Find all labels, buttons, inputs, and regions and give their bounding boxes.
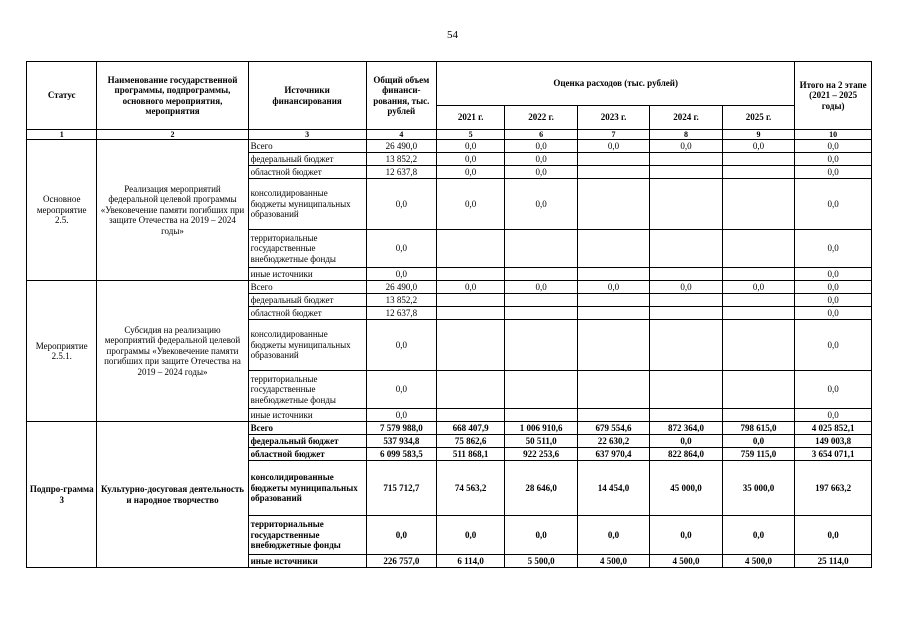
cell-year-value: 0,0 [437, 166, 505, 179]
header-source: Источники финансирования [248, 62, 366, 130]
cell-year-value: 0,0 [650, 281, 722, 294]
cell-year-value: 14 454,0 [577, 461, 649, 516]
page-number: 54 [447, 29, 458, 41]
cell-final: 3 654 071,1 [795, 448, 872, 461]
cell-total: 13 852,2 [366, 153, 436, 166]
cell-year-value [722, 320, 795, 371]
row-status: Основное мероприятие 2.5. [27, 140, 97, 281]
cell-year-value: 759 115,0 [722, 448, 795, 461]
cell-year-value: 0,0 [577, 281, 649, 294]
cell-year-value [577, 268, 649, 281]
cell-final: 0,0 [795, 320, 872, 371]
cell-final: 0,0 [795, 516, 872, 555]
cell-total: 715 712,7 [366, 461, 436, 516]
cell-year-value: 74 563,2 [437, 461, 505, 516]
cell-total: 0,0 [366, 268, 436, 281]
cell-year-value: 0,0 [437, 140, 505, 153]
cell-year-value [650, 294, 722, 307]
cell-year-value [577, 371, 649, 409]
cell-year-value [577, 230, 649, 268]
cell-year-value: 0,0 [650, 140, 722, 153]
row-source: территориальные государственные внебюджетные фонды [248, 516, 366, 555]
cell-year-value: 4 500,0 [722, 555, 795, 568]
cell-year-value [505, 320, 577, 371]
cell-final: 0,0 [795, 179, 872, 230]
cell-year-value [505, 307, 577, 320]
cell-year-value: 4 500,0 [577, 555, 649, 568]
row-source: консолидированные бюджеты муниципальных образований [248, 461, 366, 516]
column-number: 7 [577, 130, 649, 140]
cell-year-value [577, 153, 649, 166]
cell-final: 0,0 [795, 153, 872, 166]
cell-total: 0,0 [366, 179, 436, 230]
cell-year-value [722, 179, 795, 230]
cell-year-value: 6 114,0 [437, 555, 505, 568]
cell-year-value: 0,0 [650, 516, 722, 555]
financing-table [26, 61, 872, 568]
header-year: 2023 г. [577, 106, 649, 130]
cell-year-value [722, 409, 795, 422]
cell-year-value: 922 253,6 [505, 448, 577, 461]
row-source: консолидированные бюджеты муниципальных образований [248, 179, 366, 230]
row-measure-name: Реализация мероприятий федеральной целевой программы «Увековечение памяти погибших при защите Отечества на 2019 – 2024 годы» [97, 140, 248, 281]
row-measure-name: Субсидия на реализацию мероприятий федеральной целевой программы «Увековечение памяти погибших при защите Отечества на 2019 – 2024 годы» [97, 281, 248, 422]
cell-year-value: 0,0 [437, 153, 505, 166]
column-number: 8 [650, 130, 722, 140]
cell-year-value [722, 230, 795, 268]
table-row [27, 281, 872, 294]
header-final: Итого на 2 этапе (2021 – 2025 годы) [795, 62, 872, 130]
table-row [27, 140, 872, 153]
cell-year-value: 0,0 [650, 435, 722, 448]
row-source: Всего [248, 422, 366, 435]
row-source: федеральный бюджет [248, 153, 366, 166]
row-source: иные источники [248, 555, 366, 568]
cell-year-value [722, 166, 795, 179]
cell-total: 226 757,0 [366, 555, 436, 568]
cell-year-value: 0,0 [505, 281, 577, 294]
cell-year-value [437, 294, 505, 307]
cell-year-value [437, 268, 505, 281]
cell-year-value: 4 500,0 [650, 555, 722, 568]
cell-year-value [650, 230, 722, 268]
cell-total: 0,0 [366, 409, 436, 422]
cell-year-value [722, 268, 795, 281]
column-number: 1 [27, 130, 97, 140]
column-number: 5 [437, 130, 505, 140]
table-row [27, 422, 872, 435]
cell-year-value [437, 307, 505, 320]
cell-year-value: 45 000,0 [650, 461, 722, 516]
cell-final: 0,0 [795, 166, 872, 179]
cell-year-value: 0,0 [722, 435, 795, 448]
cell-year-value: 75 862,6 [437, 435, 505, 448]
cell-year-value [722, 307, 795, 320]
cell-year-value [650, 166, 722, 179]
cell-final: 0,0 [795, 230, 872, 268]
cell-year-value [505, 294, 577, 307]
cell-year-value: 872 364,0 [650, 422, 722, 435]
cell-final: 4 025 852,1 [795, 422, 872, 435]
cell-total: 26 490,0 [366, 140, 436, 153]
header-year: 2024 г. [650, 106, 722, 130]
header-name: Наименование государственной программы, подпрограммы, основного мероприятия, мероприятия [97, 62, 248, 130]
column-number: 6 [505, 130, 577, 140]
cell-year-value: 5 500,0 [505, 555, 577, 568]
cell-total: 0,0 [366, 371, 436, 409]
cell-final: 0,0 [795, 409, 872, 422]
header-year: 2025 г. [722, 106, 795, 130]
column-number: 3 [248, 130, 366, 140]
cell-total: 0,0 [366, 320, 436, 371]
header-total: Общий объем финанси-рования, тыс. рублей [366, 62, 436, 130]
cell-year-value: 0,0 [505, 140, 577, 153]
row-source: федеральный бюджет [248, 294, 366, 307]
cell-year-value [577, 166, 649, 179]
cell-year-value [650, 307, 722, 320]
column-number-row [27, 130, 872, 140]
cell-year-value: 0,0 [505, 516, 577, 555]
row-status: Подпро-грамма 3 [27, 422, 97, 568]
row-source: территориальные государственные внебюджетные фонды [248, 371, 366, 409]
cell-year-value [650, 409, 722, 422]
row-source: иные источники [248, 409, 366, 422]
row-source: консолидированные бюджеты муниципальных образований [248, 320, 366, 371]
cell-year-value: 50 511,0 [505, 435, 577, 448]
cell-year-value: 668 407,9 [437, 422, 505, 435]
row-source: областной бюджет [248, 307, 366, 320]
cell-final: 0,0 [795, 268, 872, 281]
cell-final: 197 663,2 [795, 461, 872, 516]
cell-year-value [437, 409, 505, 422]
column-number: 4 [366, 130, 436, 140]
cell-total: 12 637,8 [366, 166, 436, 179]
cell-year-value: 0,0 [722, 516, 795, 555]
row-source: областной бюджет [248, 448, 366, 461]
column-number: 2 [97, 130, 248, 140]
cell-total: 13 852,2 [366, 294, 436, 307]
cell-year-value [577, 179, 649, 230]
cell-year-value: 511 868,1 [437, 448, 505, 461]
row-source: Всего [248, 281, 366, 294]
row-measure-name: Культурно-досуговая деятельность и народное творчество [97, 422, 248, 568]
header-year: 2022 г. [505, 106, 577, 130]
row-source: областной бюджет [248, 166, 366, 179]
cell-year-value: 0,0 [437, 281, 505, 294]
cell-year-value: 0,0 [437, 179, 505, 230]
cell-final: 0,0 [795, 281, 872, 294]
cell-year-value [650, 371, 722, 409]
cell-year-value: 35 000,0 [722, 461, 795, 516]
cell-total: 7 579 988,0 [366, 422, 436, 435]
cell-year-value: 22 630,2 [577, 435, 649, 448]
cell-year-value [577, 320, 649, 371]
cell-year-value [437, 320, 505, 371]
cell-year-value [650, 320, 722, 371]
cell-year-value [505, 371, 577, 409]
cell-year-value [722, 371, 795, 409]
cell-final: 0,0 [795, 140, 872, 153]
cell-year-value: 0,0 [577, 516, 649, 555]
cell-final: 149 003,8 [795, 435, 872, 448]
cell-final: 0,0 [795, 371, 872, 409]
cell-year-value [505, 230, 577, 268]
cell-year-value: 0,0 [722, 281, 795, 294]
cell-total: 26 490,0 [366, 281, 436, 294]
row-status: Мероприятие 2.5.1. [27, 281, 97, 422]
cell-year-value: 679 554,6 [577, 422, 649, 435]
header-status: Статус [27, 62, 97, 130]
cell-year-value [505, 409, 577, 422]
cell-year-value [577, 294, 649, 307]
cell-year-value: 0,0 [437, 516, 505, 555]
cell-year-value [577, 409, 649, 422]
cell-total: 12 637,8 [366, 307, 436, 320]
cell-year-value [437, 371, 505, 409]
cell-year-value: 637 970,4 [577, 448, 649, 461]
cell-final: 0,0 [795, 294, 872, 307]
cell-year-value: 1 006 910,6 [505, 422, 577, 435]
cell-year-value [650, 153, 722, 166]
cell-total: 537 934,8 [366, 435, 436, 448]
cell-year-value [437, 230, 505, 268]
cell-year-value [577, 307, 649, 320]
cell-final: 0,0 [795, 307, 872, 320]
cell-final: 25 114,0 [795, 555, 872, 568]
cell-total: 0,0 [366, 516, 436, 555]
cell-year-value [650, 268, 722, 281]
cell-year-value [722, 153, 795, 166]
cell-year-value [650, 179, 722, 230]
cell-total: 6 099 583,5 [366, 448, 436, 461]
cell-year-value: 0,0 [577, 140, 649, 153]
header-estimate: Оценка расходов (тыс. рублей) [437, 62, 795, 106]
row-source: территориальные государственные внебюджетные фонды [248, 230, 366, 268]
cell-year-value: 0,0 [505, 153, 577, 166]
row-source: иные источники [248, 268, 366, 281]
cell-year-value: 0,0 [722, 140, 795, 153]
column-number: 10 [795, 130, 872, 140]
cell-year-value: 0,0 [505, 179, 577, 230]
cell-year-value: 798 615,0 [722, 422, 795, 435]
cell-year-value: 28 646,0 [505, 461, 577, 516]
cell-year-value [722, 294, 795, 307]
cell-total: 0,0 [366, 230, 436, 268]
cell-year-value: 822 864,0 [650, 448, 722, 461]
cell-year-value: 0,0 [505, 166, 577, 179]
header-year: 2021 г. [437, 106, 505, 130]
row-source: федеральный бюджет [248, 435, 366, 448]
column-number: 9 [722, 130, 795, 140]
cell-year-value [505, 268, 577, 281]
row-source: Всего [248, 140, 366, 153]
